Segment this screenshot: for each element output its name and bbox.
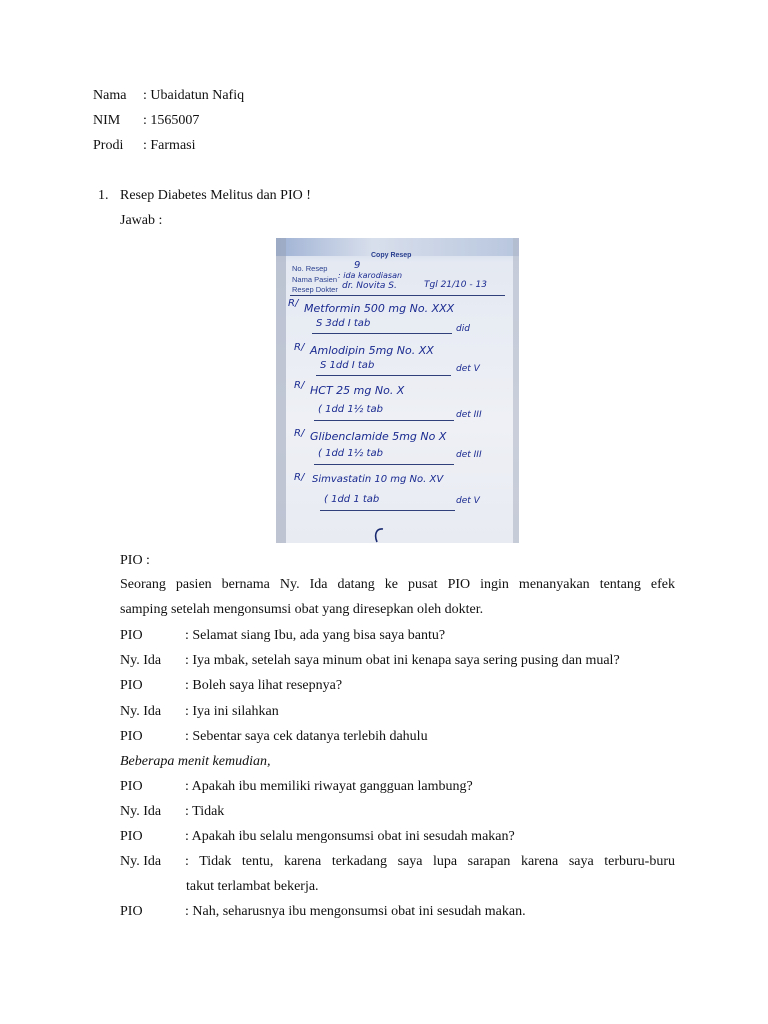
pio-intro-line1: Seorang pasien bernama Ny. Ida datang ke pusat PIO ingin menanyakan tentang efek [120,577,675,592]
handwritten-mark-icon [372,526,386,543]
item-prefix: R/ [294,380,305,391]
photo-left-edge [276,238,286,543]
dialog-line: : Iya mbak, setelah saya minum obat ini kenapa saya sering pusing dan mual? [185,653,620,668]
dialog-speaker: PIO [120,729,143,744]
interlude-text: Beberapa menit kemudian, [120,754,271,769]
item-sig: S 1dd I tab [320,360,375,371]
resep-dokter-label: Resep Dokter [292,285,338,294]
question-number: 1. [98,188,109,203]
resep-dokter-value: dr. Novita S. [342,281,397,291]
dialog-speaker: PIO [120,904,143,919]
item-sig: ( 1dd 1½ tab [318,404,383,415]
tanggal-value: Tgl 21/10 - 13 [424,280,487,290]
dialog-speaker: Ny. Ida [120,653,162,668]
dialog-line: : Selamat siang Ibu, ada yang bisa saya bantu? [185,628,446,643]
answer-label: Jawab : [120,213,163,228]
dialog-line: : Tidak [185,804,225,819]
item-drug: Simvastatin 10 mg No. XV [312,474,444,485]
no-resep-value: 9 [354,260,361,271]
item-rule [314,464,454,465]
dialog-line: : Iya ini silahkan [185,704,279,719]
item-sig: ( 1dd 1½ tab [318,448,383,459]
item-note: det III [456,450,482,460]
item-note: det V [456,364,480,374]
item-rule [316,375,451,376]
dialog-line: : Apakah ibu memiliki riwayat gangguan lambung? [185,779,473,794]
dialog-speaker: PIO [120,829,143,844]
dialog-line-continued: takut terlambat bekerja. [186,879,319,894]
no-resep-label: No. Resep [292,264,328,273]
question-text: Resep Diabetes Melitus dan PIO ! [120,188,311,203]
nama-value: : Ubaidatun Nafiq [143,88,245,103]
item-rule [312,333,452,334]
nama-pasien-label: Nama Pasien [292,275,338,284]
dialog-speaker: Ny. Ida [120,804,162,819]
item-prefix: R/ [294,342,305,353]
prescription-photo [276,238,519,543]
dialog-line: : Tidak tentu, karena terkadang saya lupa sarapan karena saya terburu-buru [185,854,675,869]
dialog-line: : Sebentar saya cek datanya terlebih dahulu [185,729,428,744]
dialog-speaker: PIO [120,779,143,794]
pio-heading: PIO : [120,553,150,568]
item-drug: HCT 25 mg No. X [310,384,405,397]
nama-label: Nama [93,88,127,103]
item-drug: Amlodipin 5mg No. XX [310,344,434,357]
nim-label: NIM [93,113,121,128]
pio-intro-line2: samping setelah mengonsumsi obat yang diresepkan oleh dokter. [120,602,484,617]
nim-value: : 1565007 [143,113,200,128]
item-rule [320,510,455,511]
dialog-line: : Boleh saya lihat resepnya? [185,678,343,693]
prodi-value: : Farmasi [143,138,196,153]
item-note: det V [456,496,480,506]
item-drug: Metformin 500 mg No. XXX [304,302,455,315]
dialog-line: : Nah, seharusnya ibu mengonsumsi obat ini sesudah makan. [185,904,526,919]
item-prefix: R/ [294,428,305,439]
item-sig: ( 1dd 1 tab [324,494,380,505]
item-prefix: R/ [288,298,299,309]
item-sig: S 3dd I tab [316,318,371,329]
nama-pasien-value: : ida karodiasan [338,271,403,280]
item-rule [314,420,454,421]
copy-resep-title: Copy Resep [371,252,412,259]
dialog-speaker: PIO [120,628,143,643]
prodi-label: Prodi [93,138,124,153]
dialog-speaker: Ny. Ida [120,854,162,869]
dialog-line: : Apakah ibu selalu mengonsumsi obat ini sesudah makan? [185,829,515,844]
item-drug: Glibenclamide 5mg No X [310,430,447,443]
header-rule [290,295,505,296]
photo-right-edge [513,238,519,543]
item-prefix: R/ [294,472,305,483]
dialog-speaker: Ny. Ida [120,704,162,719]
dialog-speaker: PIO [120,678,143,693]
item-note: did [456,324,470,334]
item-note: det III [456,410,482,420]
